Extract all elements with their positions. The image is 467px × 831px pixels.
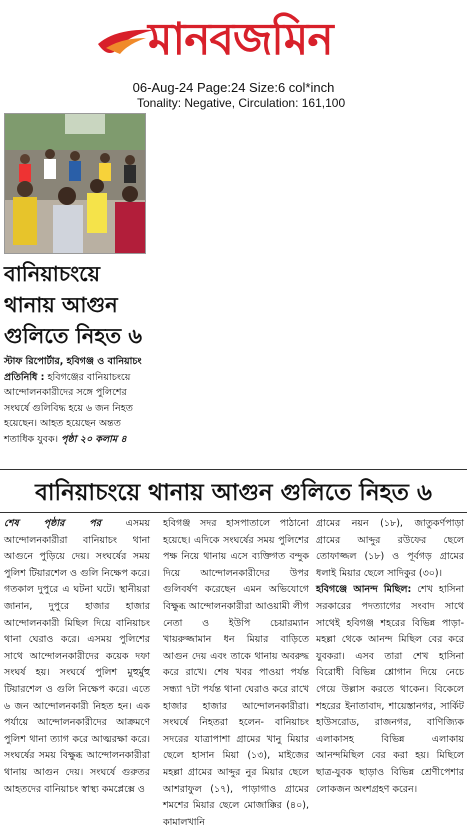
front-headline	[4, 258, 150, 351]
crowd-photo-icon	[5, 114, 145, 253]
clipping-meta-date-page: 06-Aug-24 Page:24 Size:6 col*inch	[132, 80, 335, 95]
subheading: হবিগঞ্জে আনন্দ মিছিল:	[316, 584, 412, 596]
front-headline-line: বানিয়াচংয়ে	[4, 261, 100, 286]
byline: স্টাফ রিপোর্টার, হবিগঞ্জ ও বানিয়াচং প্রতিনিধি :	[4, 356, 142, 383]
column-text: গ্রামের নয়ন (১৮), জাতুকর্ণপাড়া গ্রামের আব্দুর রউফের ছেলে তোফাজ্জল (১৮) ও পূর্বগড় গ্রামের ধলাই মিয়ার ছেলে সাদিকুর (৩০)।	[316, 518, 464, 579]
column-text: এসময় আন্দোলনকারীরা বানিয়াচং থানা আগুনে পুড়িয়ে দেয়। সংঘর্ষের সময় পুলিশ টিয়ারশেল ও গুলি নিক্ষেপ করে। গতকাল দুপুরে এ ঘটনা ঘটে। স্থানীয়রা জানান, দুপুরে হাজার হাজার আন্দোলনকারী মিছিল দিয়ে বানিয়াচং থানা ঘেরাও করে। এসময় পুলিশের সাথে আন্দোলনকারীদের কয়েক দফা সংঘর্ষ হয়। সংঘর্ষে পুলিশ মুহুর্মুহু টিয়ারশেল ও গুলি নিক্ষেপ করে। এতে ৬ জন আন্দোলনকারী নিহত হন। এক পর্যায়ে আন্দোলনকারীদের আক্রমণে পুলিশ থানা ত্যাগ করে আত্মরক্ষা করে। সংঘর্ষের সময় বিক্ষুব্ধ আন্দোলনকারীরা থানায় আগুন দেয়। সংঘর্ষে গুরুতর আহতদের বানিয়াচং স্বাস্থ্য কমপ্লেক্সে ও	[4, 518, 150, 795]
column-text: শেখ হাসিনা সরকারের পদত্যাগের সংবাদ সাথে সাথেই হবিগঞ্জ শহরের বিভিন্ন পাড়া-মহল্লা থেকে আনন্দ মিছিল বের করে যুবকরা। এসব তারা শেখ হাসিনা বিরোধী বিভিন্ন শ্লোগান দিয়ে নেচে গেয়ে উল্লাস করতে থাকেন। বিকেলে শহরের ইনাতাবাদ, শায়েস্তানগর, সার্কিট হাউসরোড, রাজনগর, বাণিজ্যিক এলাকাসহ বিভিন্ন এলাকায় আনন্দমিছিল বের করা হয়। মিছিলে ছাত্র-যুবক ছাড়াও বিভিন্ন শ্রেণীপেশার লোকজন অংশগ্রহণ করেন।	[316, 584, 464, 795]
article-column-1	[4, 516, 150, 798]
section-divider	[0, 469, 467, 470]
newspaper-logo	[96, 6, 376, 72]
news-photo	[4, 113, 146, 254]
newspaper-name: মানবজমিন	[148, 14, 333, 65]
front-story-text: হবিগঞ্জের বানিয়াচংয়ে আন্দোলনকারীদের সঙ্গে পুলিশের সংঘর্ষে গুলিবিদ্ধ হয়ে ৬ জন নিহত হয়েছেন। আহত হয়েছেন অন্তত শতাধিক যুবক।	[4, 371, 133, 445]
clipping-meta-tonality: Tonality: Negative, Circulation: 161,100	[137, 96, 346, 110]
article-column-2	[163, 516, 309, 831]
jump-reference: পৃষ্ঠা ২০ কলাম ৪	[61, 433, 127, 445]
column-text: হবিগঞ্জ সদর হাসপাতালে পাঠানো হয়েছে। এদিকে সংঘর্ষের সময় পুলিশের পক্ষ নিয়ে থানায় এসে ব্যক্তিগত বন্দুক দিয়ে আন্দোলনকারীদের উপর গুলিবর্ষণ করেছেন এমন অভিযোগে বিক্ষুব্ধ আন্দোলনকারীরা আওয়ামী লীগ নেতা ও ইউপি চেয়ারম্যান খায়রুজ্জামান ধন মিয়ার বাড়িতে আগুন দেয় এবং তাকে থানায় অবরুদ্ধ করে রাখে। শেষ খবর পাওয়া পর্যন্ত সন্ধ্যা ৭টা পর্যন্ত থানা ঘেরাও করে রাখে হাজার হাজার আন্দোলনকারীরা। সংঘর্ষে নিহতরা হলেন- বানিয়াচং সদরের যাত্রাপাশা গ্রামের খানু মিয়ার ছেলে হাসান মিয়া (১৩), মাইজের মহল্লা গ্রামের আব্দুর নুর মিয়ার ছেলে আশরাফুল (১৭), পাড়াগাও গ্রামের শমশের মিয়ার ছেলে মোজাক্কির (৪০), কামালখানি	[163, 518, 309, 828]
front-headline-line: গুলিতে নিহত ৬	[4, 323, 143, 348]
front-headline-line: থানায় আগুন	[4, 292, 118, 317]
continuation-headline: বানিয়াচংয়ে থানায় আগুন গুলিতে নিহত ৬	[35, 479, 432, 506]
front-story-body	[4, 354, 152, 447]
article-column-3	[316, 516, 464, 798]
continued-from: শেষ পৃষ্ঠার পর	[4, 518, 101, 529]
section-divider	[0, 512, 467, 513]
